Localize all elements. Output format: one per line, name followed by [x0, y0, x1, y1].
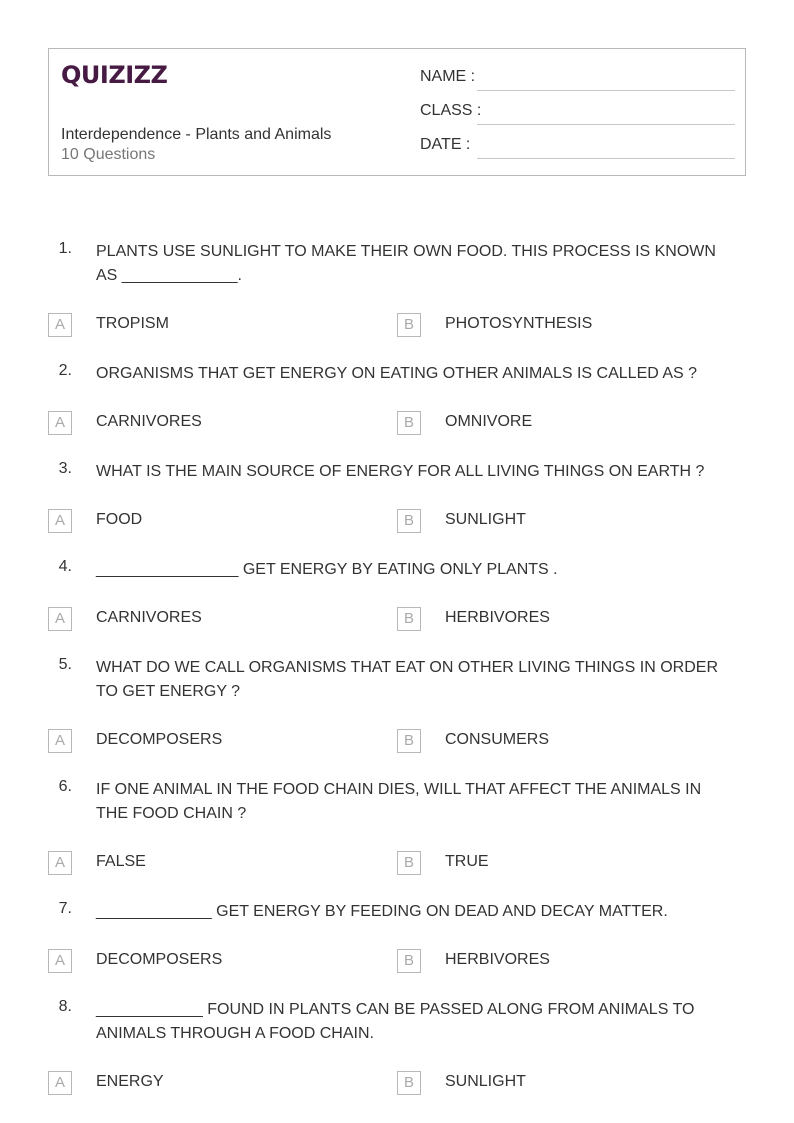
option-b[interactable]	[397, 729, 717, 753]
question-count: 10 Questions	[61, 146, 156, 163]
option-b[interactable]	[397, 607, 717, 631]
date-line[interactable]	[477, 158, 735, 159]
question-number: 8.	[58, 998, 72, 1015]
option-text: CARNIVORES	[96, 413, 202, 430]
question-number: 3.	[58, 460, 72, 477]
option-b[interactable]	[397, 949, 717, 973]
question-text: WHAT DO WE CALL ORGANISMS THAT EAT ON OTHER LIVING THINGS IN ORDER TO GET ENERGY ?	[96, 659, 719, 700]
option-letter-box[interactable]: B	[397, 411, 421, 435]
option-text: TRUE	[445, 853, 489, 870]
option-letter-box[interactable]: B	[397, 851, 421, 875]
option-letter-box[interactable]: A	[48, 949, 72, 973]
option-text: DECOMPOSERS	[96, 731, 223, 748]
option-text: CONSUMERS	[445, 731, 550, 748]
name-field[interactable]	[420, 68, 735, 92]
option-letter-box[interactable]: A	[48, 313, 72, 337]
option-text: SUNLIGHT	[445, 1073, 526, 1090]
option-a[interactable]	[48, 411, 368, 435]
option-a[interactable]	[48, 851, 368, 875]
option-letter-box[interactable]: A	[48, 509, 72, 533]
question-text: ____________ FOUND IN PLANTS CAN BE PASSED ALONG FROM ANIMALS TO ANIMALS THROUGH A FOOD CHAIN.	[96, 1001, 695, 1042]
option-b[interactable]	[397, 313, 717, 337]
option-a[interactable]	[48, 607, 368, 631]
name-line[interactable]	[477, 90, 735, 91]
class-field[interactable]	[420, 102, 735, 126]
quizizz-logo: QUIZIZZ	[61, 61, 168, 89]
option-a[interactable]	[48, 729, 368, 753]
option-letter-box[interactable]: B	[397, 729, 421, 753]
option-a[interactable]	[48, 509, 368, 533]
date-label: DATE :	[420, 136, 471, 153]
option-letter-box[interactable]: A	[48, 1071, 72, 1095]
option-text: SUNLIGHT	[445, 511, 526, 528]
option-letter-box[interactable]: A	[48, 607, 72, 631]
option-a[interactable]	[48, 313, 368, 337]
question-text: PLANTS USE SUNLIGHT TO MAKE THEIR OWN FOOD. THIS PROCESS IS KNOWN AS _____________.	[96, 243, 716, 284]
option-letter-box[interactable]: A	[48, 411, 72, 435]
option-a[interactable]	[48, 1071, 368, 1095]
option-b[interactable]	[397, 509, 717, 533]
option-letter-box[interactable]: B	[397, 509, 421, 533]
question-number: 2.	[58, 362, 72, 379]
class-line[interactable]	[477, 124, 735, 125]
worksheet-title: Interdependence - Plants and Animals	[61, 126, 332, 143]
date-field[interactable]	[420, 136, 735, 160]
option-text: HERBIVORES	[445, 609, 550, 626]
option-letter-box[interactable]: B	[397, 949, 421, 973]
question-text: ________________ GET ENERGY BY EATING ONLY PLANTS .	[96, 561, 558, 578]
option-text: OMNIVORE	[445, 413, 533, 430]
question-text: IF ONE ANIMAL IN THE FOOD CHAIN DIES, WILL THAT AFFECT THE ANIMALS IN THE FOOD CHAIN ?	[96, 781, 702, 822]
option-letter-box[interactable]: A	[48, 851, 72, 875]
option-b[interactable]	[397, 851, 717, 875]
option-letter-box[interactable]: B	[397, 607, 421, 631]
question-text: WHAT IS THE MAIN SOURCE OF ENERGY FOR ALL LIVING THINGS ON EARTH ?	[96, 463, 705, 480]
question-number: 4.	[58, 558, 72, 575]
option-text: HERBIVORES	[445, 951, 550, 968]
option-letter-box[interactable]: B	[397, 1071, 421, 1095]
question-number: 5.	[58, 656, 72, 673]
option-a[interactable]	[48, 949, 368, 973]
question-number: 6.	[58, 778, 72, 795]
option-text: CARNIVORES	[96, 609, 202, 626]
option-letter-box[interactable]: B	[397, 313, 421, 337]
name-label: NAME :	[420, 68, 476, 85]
option-text: PHOTOSYNTHESIS	[445, 315, 593, 332]
question-text: _____________ GET ENERGY BY FEEDING ON DEAD AND DECAY MATTER.	[96, 903, 668, 920]
worksheet-header	[48, 48, 746, 176]
class-label: CLASS :	[420, 102, 482, 119]
option-text: FALSE	[96, 853, 146, 870]
option-text: TROPISM	[96, 315, 169, 332]
option-text: FOOD	[96, 511, 143, 528]
question-number: 7.	[58, 900, 72, 917]
option-b[interactable]	[397, 411, 717, 435]
question-number: 1.	[58, 240, 72, 257]
option-text: DECOMPOSERS	[96, 951, 223, 968]
question-text: ORGANISMS THAT GET ENERGY ON EATING OTHER ANIMALS IS CALLED AS ?	[96, 365, 698, 382]
option-b[interactable]	[397, 1071, 717, 1095]
option-letter-box[interactable]: A	[48, 729, 72, 753]
option-text: ENERGY	[96, 1073, 164, 1090]
